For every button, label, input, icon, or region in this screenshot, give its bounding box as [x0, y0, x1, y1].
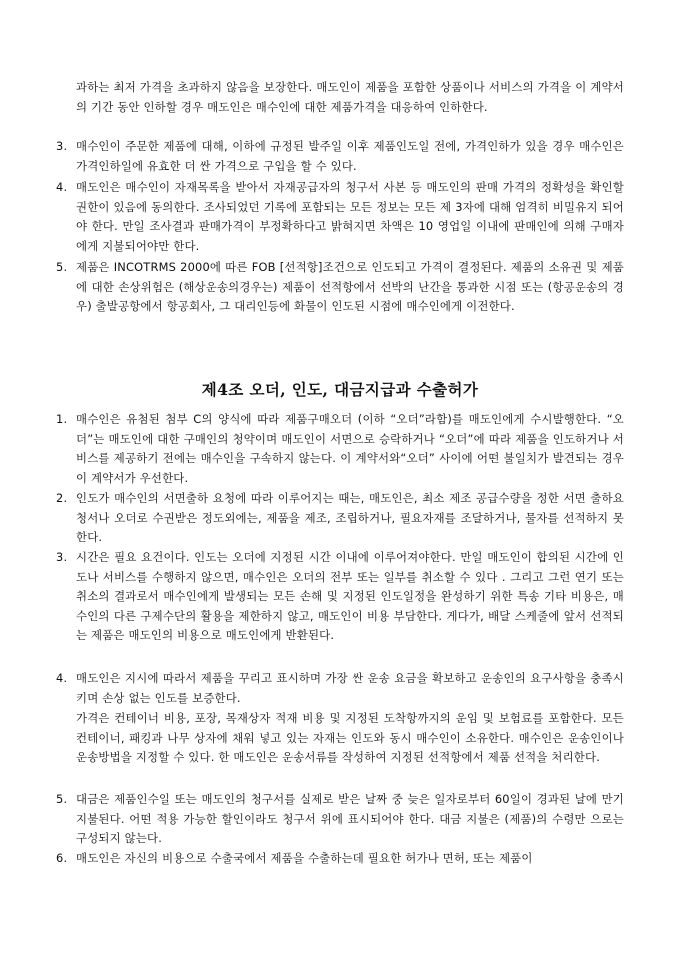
list-text: 대금은 제품인수일 또는 매도인의 청구서를 실제로 받은 날짜 중 늦은 일자로부터 60일이 경과된 날에 만기 지불된다. 어떤 적용 가능한 할인이라도 청구서 위에 표시되어야 한다. 대금 지불은 (제품)의 수령만 으로는 구성되지 않는다. — [76, 792, 624, 845]
list-number: 5. — [56, 260, 68, 274]
list-text: 시간은 필요 요건이다. 인도는 오더에 지정된 시간 이내에 이루어져야한다. 만일 매도인이 합의된 시간에 인도나 서비스를 수행하지 않으면, 매수인은 오더의 전부 또는 일부를 취소할 수 있다 . 그리고 그런 연기 또는 취소의 결과로서 매수인에게 발생되는 모든 손해 및 지정된 인도일정을 완성하기 위한 특송 기타 비용은, 매수인의 다른 구제수단의 활용을 제한하지 않고, 매도인이 비용 부담한다. 게다가, 배달 스케줄에 앞서 선적되는 제품은 매도인의 비용으로 매도인에게 반환된다. — [76, 550, 624, 642]
list-number: 3. — [56, 550, 68, 564]
section-title: 제4조 오더, 인도, 대금지급과 수출허가 — [201, 380, 479, 399]
list-number: 3. — [56, 139, 68, 153]
list-text: 제품은 INCOTRMS 2000에 따른 FOB [선적항]조건으로 인도되고 가격이 결정된다. 제품의 소유권 및 제품에 대한 손상위험은 (해상운송의경우는) 제품이 선적항에서 선박의 난간을 통과한 시점 또는 (항공운송의 경우) 출발공항에서 항공회사, 그 대리인등에 화물이 인도된 시점에 매수인에게 이전한다. — [76, 260, 624, 313]
list-text: 매도인은 매수인이 자재목록을 받아서 자재공급자의 청구서 사본 등 매도인의 판매 가격의 정확성을 확인할 권한이 있음에 동의한다. 조사되었던 기록에 포함되는 모든 정보는 모든 제 3자에 대해 엄격히 비밀유지 되어야 한다. 만일 조사결과 판매가격이 부정확하다고 밝혀지면 차액은 10 영업일 이내에 판매인에 의해 구매자에게 지불되어야만 한다. — [76, 180, 624, 253]
list-text: 매도인은 지시에 따라서 제품을 꾸리고 표시하며 가장 싼 운송 요금을 확보하고 운송인의 요구사항을 충족시키며 손상 없는 인도를 보증한다. — [76, 671, 624, 705]
list-number: 4. — [56, 180, 68, 194]
list-number: 6. — [56, 851, 68, 865]
list-number: 5. — [56, 792, 68, 806]
list-number: 1. — [56, 412, 68, 426]
list-text: 매수인이 주문한 제품에 대해, 이하에 규정된 발주일 이후 제품인도일 전에, 가격인하가 있을 경우 매수인은 가격인하일에 유효한 더 싼 가격으로 구입을 할 수 있다. — [76, 139, 624, 173]
list-text: 인도가 매수인의 서면출하 요청에 따라 이루어지는 때는, 매도인은, 최소 제조 공급수량을 정한 서면 출하요청서나 오더로 수권받은 정도외에는, 제품을 제조, 조립하거나, 필요자재를 조달하거나, 물자를 선적하지 못한다. — [76, 491, 624, 544]
list-text: 매도인은 자신의 비용으로 수출국에서 제품을 수출하는데 필요한 허가나 면허, 또는 제품이 — [76, 851, 533, 865]
continuation-paragraph: 과하는 최저 가격을 초과하지 않음을 보장한다. 매도인이 제품을 포함한 상품이나 서비스의 가격을 이 계약서의 기간 동안 인하할 경우 매도인은 매수인에 대한 제품가격을 대응하여 인하한다. — [76, 80, 624, 114]
list-number: 2. — [56, 491, 68, 505]
list-text: 매수인은 유첨된 첨부 C의 양식에 따라 제품구매오더 (이하 “오더”라함)를 매도인에게 수시발행한다. “오더”는 매도인에 대한 구매인의 청약이며 매도인이 서면으로 승락하거나 “오더”에 따라 제품을 인도하거나 서비스를 제공하기 전에는 매수인을 구속하지 않는다. 이 계약서와“오더” 사이에 어떤 불일치가 발견되는 경우 이 계약서가 우선한다. — [76, 412, 624, 485]
list-number: 4. — [56, 671, 68, 685]
item4-continuation-paragraph: 가격은 컨테이너 비용, 포장, 목재상자 적재 비용 및 지정된 도착항까지의 운임 및 보험료를 포함한다. 모든 컨테이너, 패킹과 나무 상자에 채워 넣고 있는 자재는 인도와 동시 매수인이 소유한다. 매수인은 운송인이나 운송방법을 지정할 수 있다. 한 매도인은 운송서류를 작성하여 지정된 선적항에서 제품 선적을 처리한다. — [76, 711, 624, 764]
